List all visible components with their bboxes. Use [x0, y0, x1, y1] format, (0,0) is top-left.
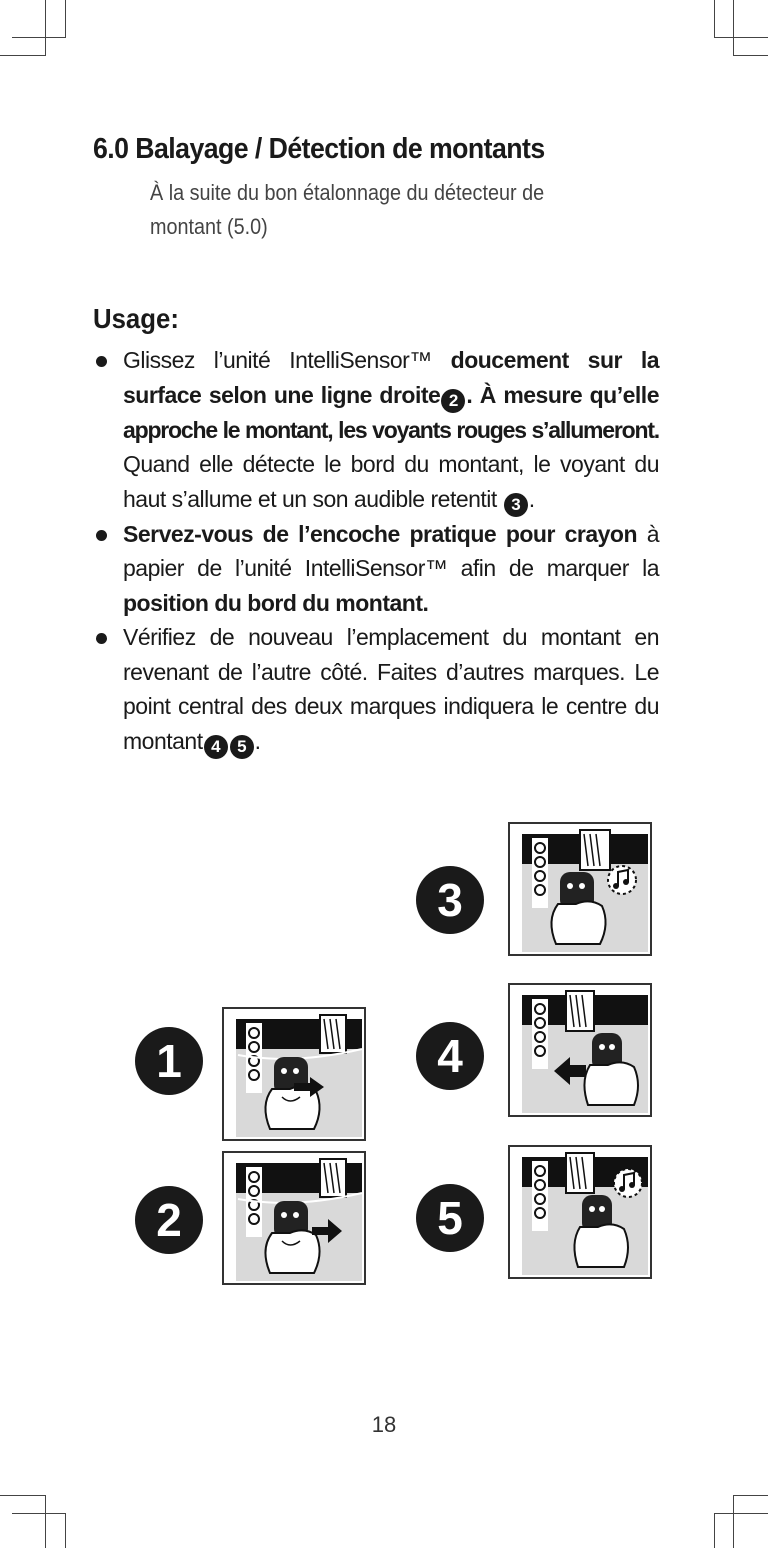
- crop-mark-bottom-left-v: [45, 1495, 46, 1548]
- step-number-4: 4: [416, 1022, 484, 1090]
- step-ref-badge: 3: [504, 493, 528, 517]
- crop-mark-bottom-right-v: [733, 1495, 734, 1548]
- step-ref-badge: 2: [441, 389, 465, 413]
- page-number: 18: [371, 1412, 397, 1437]
- illustration-step-3: [508, 822, 652, 956]
- bullet-1-part-6: .: [528, 485, 535, 512]
- bullet-dot: [96, 356, 107, 367]
- usage-heading: Usage:: [93, 303, 179, 334]
- crop-mark-bottom-left-h2: [12, 1513, 66, 1514]
- step-ref-badge: 4: [204, 735, 228, 759]
- bullet-1-part-3: . À mesure qu’elle: [466, 381, 659, 408]
- music-note-icon: [608, 866, 636, 894]
- bullet-dot: [96, 530, 107, 541]
- bullet-3-part-1: Vérifiez de nouveau l’emplacement du montant en revenant de l’autre côté. Faites d’autres marques. Le point central des deux marques indiquera le centre du montant: [123, 624, 659, 754]
- hand-with-sensor-icon: [224, 1153, 364, 1283]
- crop-mark-top-left-h: [12, 37, 66, 38]
- bullet-1-part-5: Quand elle détecte le bord du montant, le voyant du haut s’allume et un son audible retentit: [123, 451, 659, 512]
- bullet-1-part-2: doucement sur la surface selon une ligne droite: [123, 347, 660, 408]
- step-number-1: 1: [135, 1027, 203, 1095]
- crop-mark-bottom-right-h2: [714, 1513, 768, 1514]
- bullet-2-part-3: position du bord du montant.: [123, 589, 429, 616]
- illustration-step-2: [222, 1151, 366, 1285]
- bullet-3-part-2: .: [254, 727, 261, 754]
- bullet-2-part-2: à papier de l’unité IntelliSensor™ afin de marquer la: [123, 520, 659, 581]
- bullet-1-part-1: Glissez l’unité IntelliSensor™: [123, 347, 451, 373]
- step-ref-badge: 5: [230, 735, 254, 759]
- bullet-text-3: [123, 620, 659, 759]
- crop-mark-top-right-v: [714, 0, 715, 38]
- crop-mark-top-right-h2: [733, 55, 768, 56]
- hand-with-sensor-icon: [510, 985, 650, 1115]
- illustration-step-1: [222, 1007, 366, 1141]
- crop-mark-bottom-right-v2: [714, 1513, 715, 1548]
- step-number-2: 2: [135, 1186, 203, 1254]
- bullet-item-1: [93, 343, 659, 517]
- crop-mark-top-left-v: [65, 0, 66, 38]
- bullet-text-1: [123, 343, 659, 517]
- bullet-1-part-4: approche le montant, les voyants rouges s’allumeront.: [123, 416, 659, 443]
- bullet-text-2: [123, 517, 659, 621]
- hand-with-sensor-icon: [510, 824, 650, 954]
- bullet-item-3: [93, 620, 659, 759]
- crop-mark-top-right-h: [714, 37, 768, 38]
- music-note-icon: [614, 1169, 642, 1197]
- step-number-3: 3: [416, 866, 484, 934]
- bullet-dot: [96, 633, 107, 644]
- crop-mark-bottom-left-h: [0, 1495, 46, 1496]
- crop-mark-top-left-v2: [45, 0, 46, 56]
- section-title: 6.0 Balayage / Détection de montants: [93, 133, 545, 165]
- illustration-step-5: [508, 1145, 652, 1279]
- usage-bullet-list: [93, 343, 659, 759]
- crop-mark-bottom-left-v2: [65, 1513, 66, 1548]
- hand-with-sensor-icon: [510, 1147, 650, 1277]
- bullet-item-2: [93, 517, 659, 621]
- crop-mark-top-left-h2: [0, 55, 46, 56]
- crop-mark-top-right-v2: [733, 0, 734, 56]
- section-intro: À la suite du bon étalonnage du détecteur de montant (5.0): [150, 180, 545, 239]
- illustration-step-4: [508, 983, 652, 1117]
- hand-with-sensor-icon: [224, 1009, 364, 1139]
- step-number-5: 5: [416, 1184, 484, 1252]
- bullet-2-part-1: Servez-vous de l’encoche pratique pour crayon: [123, 520, 638, 547]
- crop-mark-bottom-right-h: [733, 1495, 768, 1496]
